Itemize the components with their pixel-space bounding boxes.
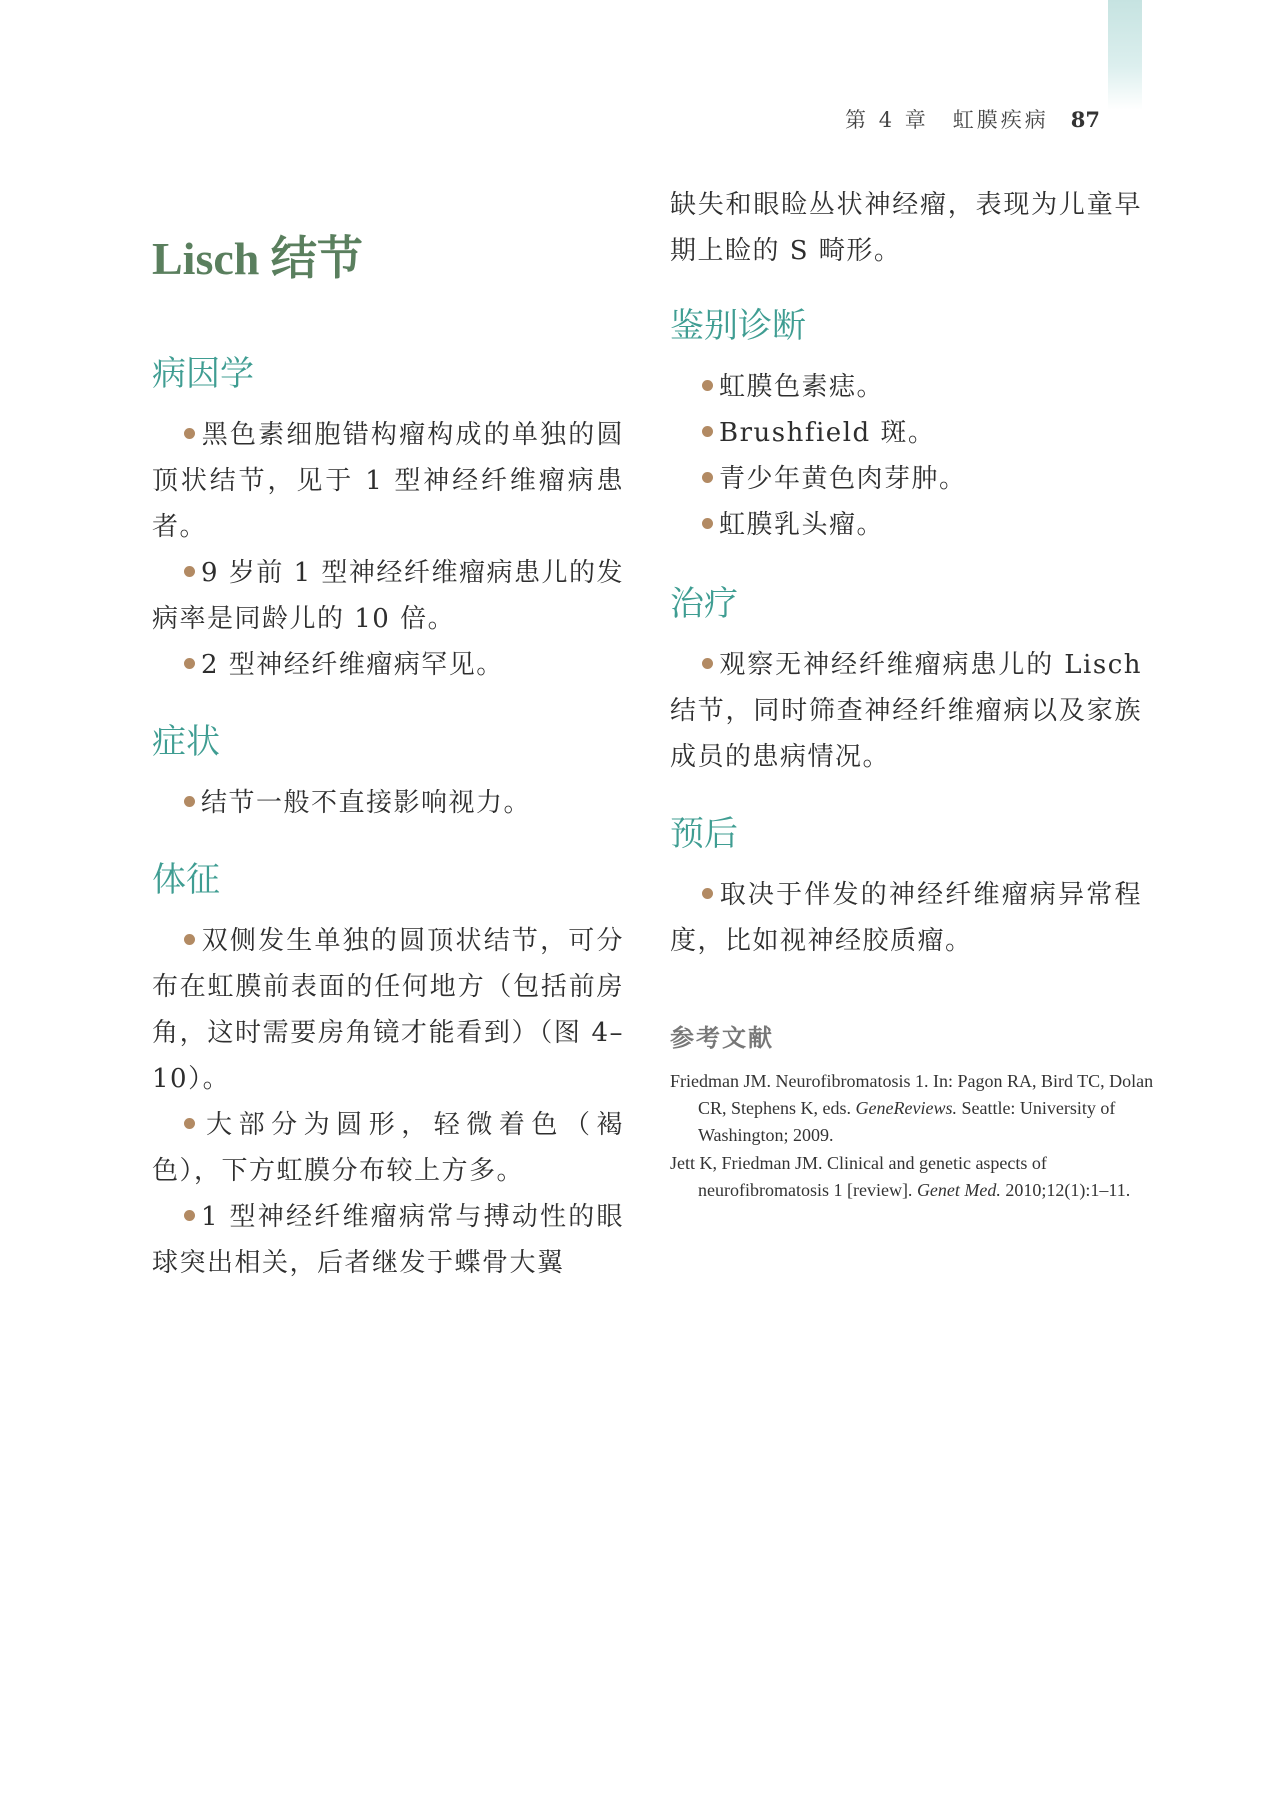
bullet-dot [702, 426, 713, 437]
running-head [845, 104, 1100, 134]
differential-item-1: 虹膜色素痣。 [670, 364, 1142, 410]
differential-item-3: 青少年黄色肉芽肿。 [670, 456, 1142, 502]
bullet-dot [184, 566, 195, 577]
heading-prognosis: 预后 [670, 814, 738, 854]
symptoms-item-1: 结节一般不直接影响视力。 [152, 780, 624, 826]
heading-differential: 鉴别诊断 [670, 306, 806, 346]
references-heading: 参考文献 [670, 1024, 774, 1052]
etiology-item-3: 2 型神经纤维瘤病罕见。 [152, 642, 624, 688]
continuation-text: 缺失和眼睑丛状神经瘤，表现为儿童早期上睑的 S 畸形。 [670, 190, 1142, 266]
differential-item-2: Brushfield 斑。 [670, 410, 1142, 456]
chapter-tab-strip [1108, 0, 1142, 110]
bullet-dot [702, 888, 713, 899]
heading-symptoms: 症状 [152, 722, 220, 762]
chapter-title: 第 4 章 虹膜疾病 [845, 108, 1049, 132]
differential-item-4: 虹膜乳头瘤。 [670, 502, 1142, 548]
signs-item-3: 1 型神经纤维瘤病常与搏动性的眼球突出相关，后者继发于蝶骨大翼 [152, 1202, 624, 1278]
signs-item-1: 双侧发生单独的圆顶状结节，可分布在虹膜前表面的任何地方（包括前房角，这时需要房角镜才能看到）（图 4–10）。 [152, 926, 624, 1094]
bullet-dot [184, 428, 195, 439]
bullet-dot [702, 380, 713, 391]
bullet-dot [184, 1118, 195, 1129]
heading-etiology: 病因学 [152, 354, 254, 394]
prognosis-item-1: 取决于伴发的神经纤维瘤病异常程度，比如视神经胶质瘤。 [670, 880, 1142, 956]
etiology-item-1: 黑色素细胞错构瘤构成的单独的圆顶状结节，见于 1 型神经纤维瘤病患者。 [152, 420, 624, 542]
bullet-dot [184, 1210, 195, 1221]
heading-treatment: 治疗 [670, 584, 738, 624]
bullet-dot [702, 658, 713, 669]
bullet-dot [702, 472, 713, 483]
bullet-dot [184, 934, 195, 945]
page-title: Lisch 结节 [152, 233, 363, 284]
bullet-dot [184, 796, 195, 807]
signs-item-2: 大部分为圆形，轻微着色（褐色），下方虹膜分布较上方多。 [152, 1110, 624, 1186]
reference-2: Jett K, Friedman JM. Clinical and genetic aspects of neurofibromatosis 1 [review]. Genet Med. 2010;12(1):1–11. [670, 1153, 1131, 1200]
bullet-dot [184, 658, 195, 669]
treatment-item-1: 观察无神经纤维瘤病患儿的 Lisch 结节，同时筛查神经纤维瘤病以及家族成员的患病情况。 [670, 650, 1142, 772]
bullet-dot [702, 518, 713, 529]
page-number: 87 [1070, 107, 1100, 132]
reference-1: Friedman JM. Neurofibromatosis 1. In: Pagon RA, Bird TC, Dolan CR, Stephens K, eds. GeneReviews. Seattle: University of Washington; 2009. [670, 1071, 1154, 1145]
etiology-item-2: 9 岁前 1 型神经纤维瘤病患儿的发病率是同龄儿的 10 倍。 [152, 558, 624, 634]
heading-signs: 体征 [152, 860, 220, 900]
